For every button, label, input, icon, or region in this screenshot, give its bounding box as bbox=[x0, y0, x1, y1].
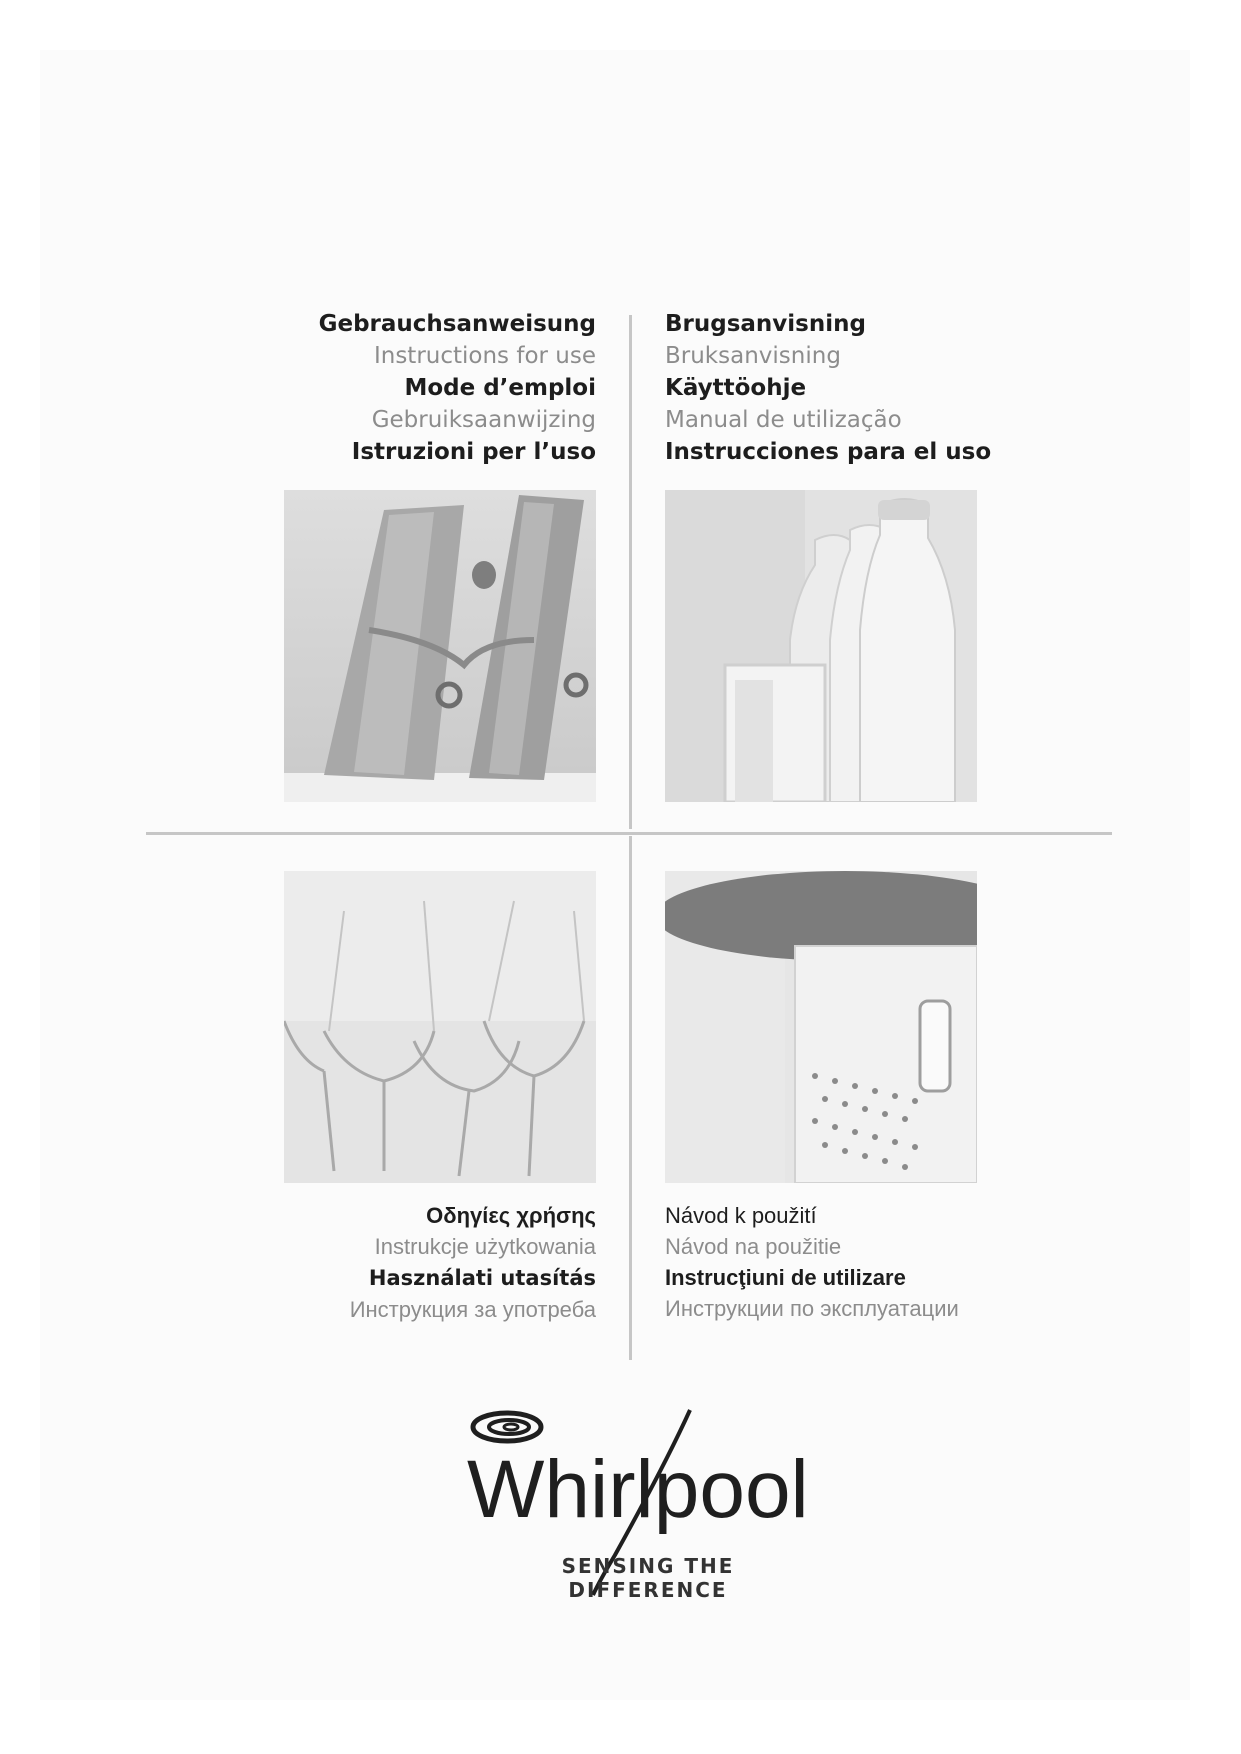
title-sk: Návod na použitie bbox=[665, 1234, 842, 1259]
title-nl: Gebruiksaanwijzing bbox=[371, 407, 596, 433]
title-it: Istruzioni per l’uso bbox=[351, 439, 596, 465]
title-sv: Bruksanvisning bbox=[665, 343, 841, 369]
brand-name: Whirlpool bbox=[467, 1444, 809, 1535]
title-pl: Instrukcje użytkowania bbox=[374, 1234, 596, 1259]
titles-top-left bbox=[276, 308, 596, 468]
title-fi: Käyttöohje bbox=[665, 375, 807, 401]
title-bg: Инструкция за употреба bbox=[349, 1297, 596, 1322]
milk-bottles-photo bbox=[665, 490, 977, 802]
horizontal-divider bbox=[146, 832, 1112, 835]
titles-bottom-left bbox=[276, 1200, 596, 1325]
title-fr: Mode d’emploi bbox=[404, 375, 596, 401]
brand-tagline: SENSING THE DIFFERENCE bbox=[561, 1554, 735, 1602]
title-pt: Manual de utilização bbox=[665, 407, 902, 433]
title-el: Οδηγίες χρήσης bbox=[426, 1203, 596, 1228]
cutlery-basket-photo bbox=[665, 871, 977, 1183]
titles-top-right bbox=[665, 308, 992, 468]
wine-glasses-photo bbox=[284, 871, 596, 1183]
title-ru: Инструкции по эксплуатации bbox=[665, 1296, 959, 1321]
title-de: Gebrauchsanweisung bbox=[318, 311, 596, 337]
vertical-divider-top bbox=[629, 315, 632, 829]
title-cs: Návod k použití bbox=[665, 1203, 817, 1228]
title-hu: Használati utasítás bbox=[368, 1266, 596, 1290]
title-es: Instrucciones para el uso bbox=[665, 439, 992, 465]
title-da: Brugsanvisning bbox=[665, 311, 866, 337]
titles-bottom-right bbox=[665, 1200, 985, 1324]
title-en: Instructions for use bbox=[373, 343, 596, 369]
vertical-divider-bottom bbox=[629, 836, 632, 1360]
clothespins-photo bbox=[284, 490, 596, 802]
title-ro: Instrucţiuni de utilizare bbox=[665, 1265, 906, 1290]
